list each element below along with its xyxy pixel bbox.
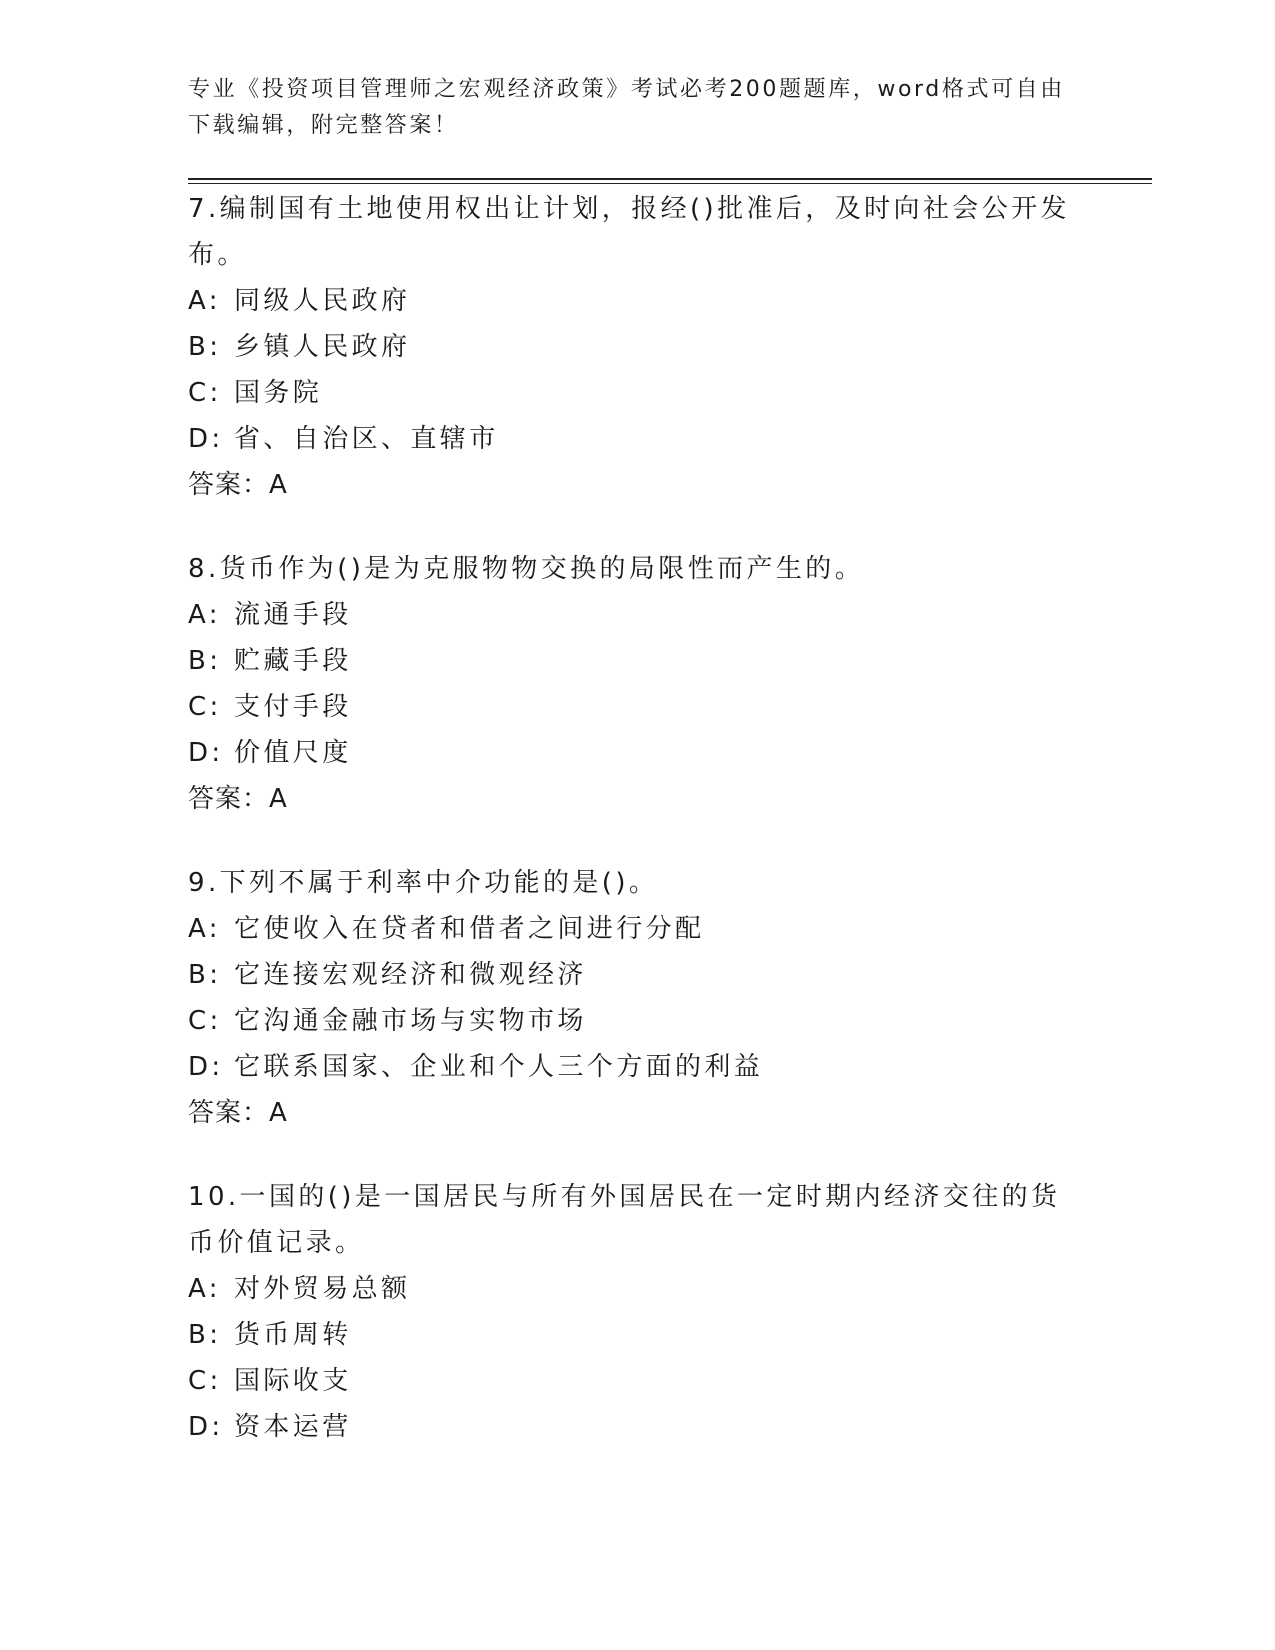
answer-line [188,462,1088,508]
option-b [188,324,1088,370]
option-text: 它使收入在贷者和借者之间进行分配 [234,914,705,944]
option-a [188,1266,1088,1312]
option-text: 它联系国家、企业和个人三个方面的利益 [234,1052,764,1082]
question-10 [188,1174,1088,1450]
option-c [188,684,1088,730]
option-text: 国际收支 [234,1366,352,1396]
option-text: 它连接宏观经济和微观经济 [234,960,587,990]
option-letter: C: [188,692,222,722]
option-letter: B: [188,332,222,362]
option-text: 流通手段 [234,600,352,630]
option-c [188,370,1088,416]
option-letter: C: [188,1366,222,1396]
question-stem: 8.货币作为()是为克服物物交换的局限性而产生的。 [188,554,865,584]
option-letter: D: [188,738,224,768]
option-letter: B: [188,1320,222,1350]
option-letter: C: [188,1006,222,1036]
answer-line [188,776,1088,822]
option-text: 货币周转 [234,1320,352,1350]
option-b [188,952,1088,998]
answer-label: 答案： [188,784,270,814]
question-9 [188,860,1088,1136]
option-letter: A: [188,286,221,316]
option-letter: B: [188,960,222,990]
option-text: 资本运营 [234,1412,352,1442]
option-text: 省、自治区、直辖市 [234,424,499,454]
document-header: 专业《投资项目管理师之宏观经济政策》考试必考200题题库，word格式可自由下载编辑，附完整答案！ [188,77,1065,138]
option-text: 价值尺度 [234,738,352,768]
option-letter: A: [188,914,221,944]
option-a [188,278,1088,324]
option-text: 支付手段 [234,692,352,722]
option-b [188,1312,1088,1358]
question-7 [188,186,1088,508]
question-list [188,186,1088,1450]
option-d [188,1044,1088,1090]
answer-label: 答案： [188,1098,270,1128]
question-stem: 9.下列不属于利率中介功能的是()。 [188,868,659,898]
answer-line [188,1090,1088,1136]
option-b [188,638,1088,684]
header-divider-thick [188,178,1152,180]
option-text: 国务院 [234,378,323,408]
option-letter: A: [188,1274,221,1304]
option-letter: D: [188,1412,224,1442]
option-letter: D: [188,1052,224,1082]
answer-value: A [269,784,288,814]
option-c [188,998,1088,1044]
option-text: 乡镇人民政府 [234,332,411,362]
option-letter: B: [188,646,222,676]
option-letter: D: [188,424,224,454]
header-divider-thin [188,183,1152,184]
option-letter: A: [188,600,221,630]
option-d [188,1404,1088,1450]
answer-value: A [269,470,288,500]
option-d [188,730,1088,776]
answer-value: A [269,1098,288,1128]
question-stem: 7.编制国有土地使用权出让计划，报经()批准后，及时向社会公开发布。 [188,194,1070,270]
option-d [188,416,1088,462]
option-text: 同级人民政府 [234,286,411,316]
answer-label: 答案： [188,470,270,500]
option-text: 对外贸易总额 [234,1274,411,1304]
option-c [188,1358,1088,1404]
option-text: 贮藏手段 [234,646,352,676]
option-a [188,592,1088,638]
question-stem: 10.一国的()是一国居民与所有外国居民在一定时期内经济交往的货币价值记录。 [188,1182,1061,1258]
option-a [188,906,1088,952]
option-text: 它沟通金融市场与实物市场 [234,1006,587,1036]
option-letter: C: [188,378,222,408]
question-8 [188,546,1088,822]
